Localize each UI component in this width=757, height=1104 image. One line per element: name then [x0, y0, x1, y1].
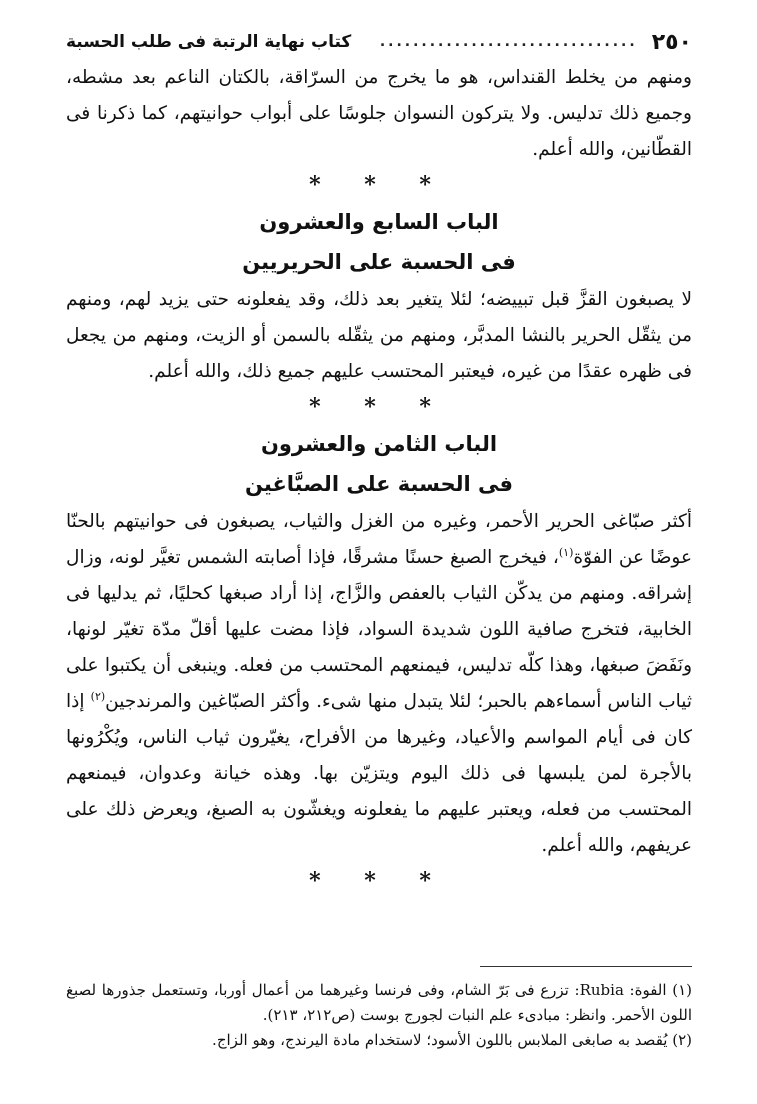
chapter-27-paragraph: لا يصبغون القزَّ قبل تبييضه؛ لئلا يتغير بعد ذلك، وقد يفعلونه حتى يزيد لهم، ومنهم من يثقّل الحرير بالنشا المدبَّر، ومنهم من يثقّله بالسمن أو الزيت، ومنهم من يجعل فى ظهره عقدًا من غيره، فيعتبر المحتسب عليهم جميع ذلك، والله أعلم. — [66, 289, 692, 382]
chapter-27-subtitle: فى الحسبة على الحريريين — [242, 250, 516, 274]
section-separator: * * * — [309, 172, 449, 198]
section-separator: * * * — [309, 394, 449, 420]
footnote-1: (١) الفوة: Rubia: تزرع فى بَرّ الشام، وفى فرنسا وغيرهما من أعمال أوربا، وتستعمل جذورها لصبغ اللون الأحمر. وانظر: مبادىء علم النبات لجورج بوست (ص٢١٢، ٢١٣). — [66, 981, 692, 1024]
chapter-27-title: الباب السابع والعشرون — [259, 210, 499, 234]
chapter-28-paragraph — [66, 504, 692, 864]
chapter-28-text-part1: أكثر صبّاغى الحرير الأحمر، وغيره من الغزل والثياب، يصبغون فى حوانيتهم بالحنّا عوضًا عن الفوّة — [66, 511, 692, 568]
book-title: كتاب نهاية الرتبة فى طلب الحسبة — [66, 32, 352, 52]
page-number: ٢٥٠ — [651, 29, 692, 55]
section-separator: * * * — [309, 868, 449, 894]
footnote-2: (٢) يُقصد به صابغى الملابس باللون الأسود؛ لاستخدام مادة اليرندج، وهو الزاج. — [212, 1031, 692, 1049]
running-header — [66, 28, 692, 56]
footnote-ref-1: (١) — [558, 545, 574, 559]
footnote-ref-2: (٢) — [90, 689, 106, 703]
header-leader-dots: ............................... — [379, 34, 638, 50]
page-body — [66, 60, 692, 898]
chapter-28-text-part3: إذا كان فى أيام المواسم والأعياد، وغيرها من الأفراح، يغيّرون ثياب الناس، ويُكْرُونها بالأجرة لمن يلبسها فى ذلك اليوم ويتزيّن بها. وهذه خيانة وعدوان، فيمنعهم المحتسب من فعله، ويعتبر عليهم ما يفعلونه ويغشّون به الصبغ، ويعرض ذلك على عريفهم، والله أعلم. — [66, 691, 692, 856]
chapter-28-title: الباب الثامن والعشرون — [260, 432, 498, 456]
chapter-28-text-part2: ، فيخرج الصبغ حسنًا مشرقًا، فإذا أصابته الشمس تغيَّر لونه، وزال إشراقه. ومنهم من يدكّن الثياب بالعفص والزَّاج، إذا أراد صبغها كحليًا، ثم يدليها فى الخابية، فتخرج صافية اللون شديدة السواد، فإذا مضت عليها أقلّ مدّة تغيّر لونها، ونَفَضَ صبغها، وهذا كلّه تدليس، فيمنعهم المحتسب من فعله. وينبغى أن يكتبوا على ثياب الناس أسماءهم بالحبر؛ لئلا يتبدل منها شىء. وأكثر الصبّاغين والمرندجين — [66, 547, 692, 712]
footnote-rule — [480, 966, 692, 967]
footnotes — [66, 978, 692, 1053]
chapter-28-subtitle: فى الحسبة على الصبَّاغين — [244, 472, 514, 496]
intro-paragraph: ومنهم من يخلط القنداس، هو ما يخرج من السرّاقة، بالكتان الناعم بعد مشطه، وجميع ذلك تدليس. ولا يتركون النسوان جلوسًا على أبواب حوانيتهم، كما ذكرنا فى القطّانين، والله أعلم. — [66, 67, 692, 160]
